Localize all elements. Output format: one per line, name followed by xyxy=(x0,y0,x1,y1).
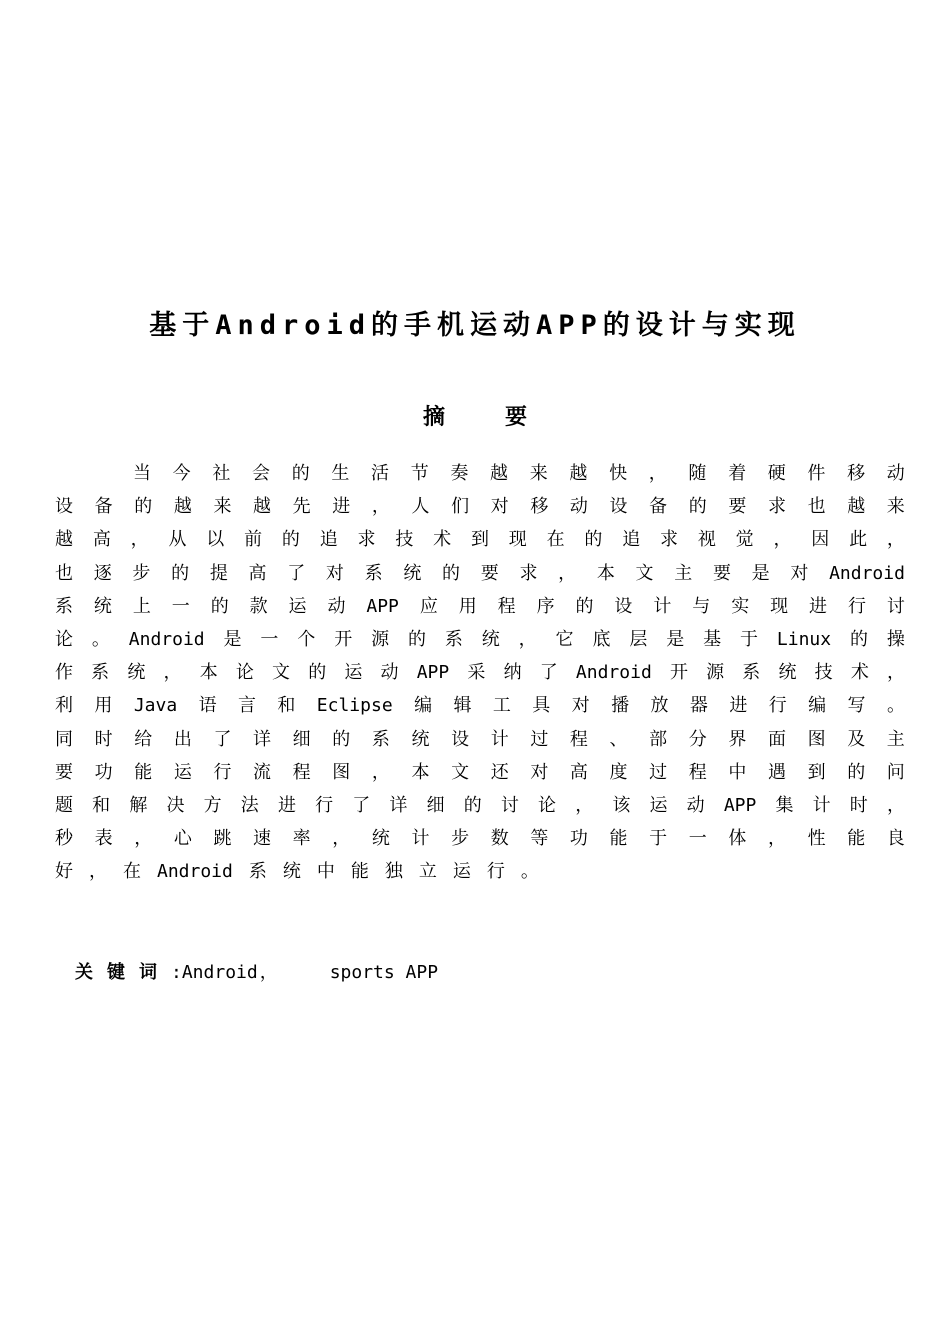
keywords-separator: ， xyxy=(259,962,278,983)
abstract-line: 利 用 Java 语 言 和 Eclipse 编 辑 工 具 对 播 放 器 进 行 编 写 。 xyxy=(55,695,905,717)
keyword-sports-app: sports APP xyxy=(329,962,439,983)
abstract-line: 好 ， 在 Android 系 统 中 能 独 立 运 行 。 xyxy=(55,861,539,883)
keywords-colon: : xyxy=(171,962,182,983)
abstract-line: 也 逐 步 的 提 高 了 对 系 统 的 要 求 ， 本 文 主 要 是 对 Android xyxy=(55,562,905,584)
keywords-label: 关键词 xyxy=(75,962,171,983)
abstract-line: 作 系 统 ， 本 论 文 的 运 动 APP 采 纳 了 Android 开 源 系 统 技 术 ， xyxy=(55,662,905,684)
keywords-line xyxy=(75,957,438,989)
abstract-line: 设 备 的 越 来 越 先 进 ， 人 们 对 移 动 设 备 的 要 求 也 越 来 xyxy=(55,496,905,518)
abstract-line: 当 今 社 会 的 生 活 节 奏 越 来 越 快 ， 随 着 硬 件 移 动 xyxy=(133,463,905,484)
abstract-line: 越 高 ， 从 以 前 的 追 求 技 术 到 现 在 的 追 求 视 觉 ， 因 此 ， xyxy=(55,529,905,551)
abstract-body xyxy=(55,457,905,888)
abstract-line: 论 。 Android 是 一 个 开 源 的 系 统 ， 它 底 层 是 基 于 Linux 的 操 xyxy=(55,628,905,650)
abstract-heading-char-2: 要 xyxy=(505,405,528,430)
abstract-line: 同 时 给 出 了 详 细 的 系 统 设 计 过 程 、 部 分 界 面 图 及 主 xyxy=(55,728,905,750)
abstract-heading-char-1: 摘 xyxy=(422,405,445,430)
abstract-line: 题 和 解 决 方 法 进 行 了 详 细 的 讨 论 ， 该 运 动 APP 集 计 时 ， xyxy=(55,794,905,816)
abstract-heading xyxy=(0,400,950,436)
keyword-android: Android xyxy=(181,962,258,983)
abstract-line: 系 统 上 一 的 款 运 动 APP 应 用 程 序 的 设 计 与 实 现 进 行 讨 xyxy=(55,595,905,617)
abstract-line: 要 功 能 运 行 流 程 图 ， 本 文 还 对 高 度 过 程 中 遇 到 的 问 xyxy=(55,761,905,783)
abstract-line: 秒 表 ， 心 跳 速 率 ， 统 计 步 数 等 功 能 于 一 体 ， 性 能 良 xyxy=(55,828,905,850)
paper-title: 基于Android的手机运动APP的设计与实现 xyxy=(149,310,801,341)
